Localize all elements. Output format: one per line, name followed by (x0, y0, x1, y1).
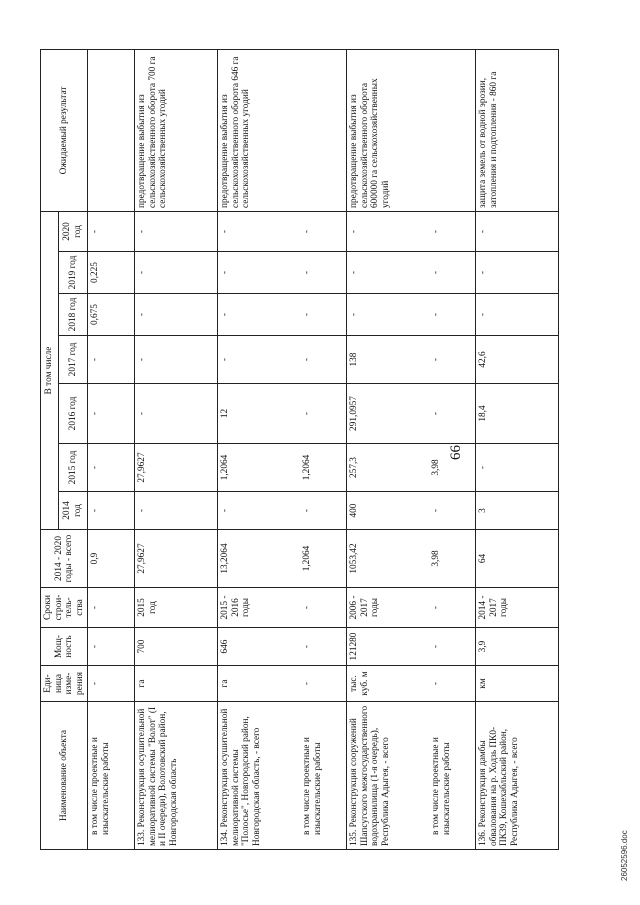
total-cell: 13,2064 (218, 530, 301, 588)
year-2018-cell: - (218, 294, 301, 336)
result-cell: предотвращение выбытия из сельскохозяйственного оборота 600000 га сельскохозяйственных угодий (347, 50, 430, 212)
year-2019-cell: - (429, 252, 476, 294)
header-year-2019: 2019 год (58, 252, 87, 294)
header-year-2016: 2016 год (58, 384, 87, 444)
year-2019-cell: - (135, 252, 218, 294)
unit-cell: га (135, 666, 218, 702)
year-2018-cell: - (300, 294, 347, 336)
object-name: 135. Реконструкция сооружений Шапсугского межгосударственного водохранилища (1-я очередь), Республика Адыгея, - всего (347, 702, 430, 850)
result-cell (429, 50, 476, 212)
year-2020-cell: - (135, 212, 218, 252)
year-2020-cell: - (218, 212, 301, 252)
capacity-cell: 121280 (347, 628, 430, 666)
header-year-2015: 2015 год (58, 444, 87, 492)
year-2019-cell: 0,225 (88, 252, 135, 294)
year-2019-cell: - (476, 252, 559, 294)
header-name: Наименование объекта (41, 702, 88, 850)
year-2014-cell: 3 (476, 492, 559, 530)
year-2018-cell: - (135, 294, 218, 336)
year-2017-cell: - (429, 336, 476, 384)
year-2020-cell: - (88, 212, 135, 252)
year-2015-cell: 1,2064 (300, 444, 347, 492)
object-name: 136. Реконструкция дамбы обвалования на р. Ходзь ПК0-ПК39, Кошехабльский район, Республика Адыгея, - всего (476, 702, 559, 850)
year-2016-cell: 291,0957 (347, 384, 430, 444)
year-2018-cell: - (476, 294, 559, 336)
terms-cell: 2014 - 2017 годы (476, 588, 559, 628)
header-year-2020: 2020 год (58, 212, 87, 252)
result-cell (88, 50, 135, 212)
table-row (347, 50, 430, 850)
year-2014-cell: 400 (347, 492, 430, 530)
year-2014-cell: - (135, 492, 218, 530)
capacity-cell: - (300, 628, 347, 666)
year-2014-cell: - (218, 492, 301, 530)
year-2017-cell: - (135, 336, 218, 384)
year-2018-cell: - (347, 294, 430, 336)
year-2018-cell: 0,675 (88, 294, 135, 336)
year-2016-cell: - (429, 384, 476, 444)
capacity-cell: - (88, 628, 135, 666)
year-2015-cell: 3,98 (429, 444, 476, 492)
year-2020-cell: - (429, 212, 476, 252)
year-2016-cell: 18,4 (476, 384, 559, 444)
terms-cell: 2006 - 2017 годы (347, 588, 430, 628)
header-year-2018: 2018 год (58, 294, 87, 336)
header-result: Ожидаемый результат (41, 50, 88, 212)
header-year-2017: 2017 год (58, 336, 87, 384)
year-2015-cell: 257,3 (347, 444, 430, 492)
table-row (135, 50, 218, 850)
result-cell: защита земель от водной эрозии, затопления и подтопления - 860 га (476, 50, 559, 212)
capacity-cell: 700 (135, 628, 218, 666)
total-cell: 3,98 (429, 530, 476, 588)
capacity-cell: 646 (218, 628, 301, 666)
total-cell: 64 (476, 530, 559, 588)
year-2016-cell: - (88, 384, 135, 444)
result-cell: предотвращение выбытия из сельскохозяйственного оборота 646 га сельскохозяйственных угодий (218, 50, 301, 212)
year-2017-cell: 42,6 (476, 336, 559, 384)
year-2014-cell: - (300, 492, 347, 530)
table-row (429, 50, 476, 850)
total-cell: 0,9 (88, 530, 135, 588)
object-name: в том числе проектные и изыскательские работы (300, 702, 347, 850)
year-2016-cell: - (300, 384, 347, 444)
unit-cell: га (218, 666, 301, 702)
year-2016-cell: - (135, 384, 218, 444)
page-number: 66 (448, 445, 464, 460)
header-year-2014: 2014 год (58, 492, 87, 530)
year-2020-cell: - (347, 212, 430, 252)
file-name-footer: 26052596.doc (620, 830, 629, 881)
year-2017-cell: 138 (347, 336, 430, 384)
year-2019-cell: - (347, 252, 430, 294)
year-2015-cell: - (476, 444, 559, 492)
unit-cell: - (429, 666, 476, 702)
year-2015-cell: 27,9627 (135, 444, 218, 492)
object-name: 134. Реконструкция осушительной мелиоративной системы "Полосье", Новгородский район, Новгородская область, - всего (218, 702, 301, 850)
header-row-1 (41, 50, 59, 850)
unit-cell: км (476, 666, 559, 702)
result-cell: предотвращение выбытия из сельскохозяйственного оборота 700 га сельскохозяйственных угодий (135, 50, 218, 212)
year-2020-cell: - (476, 212, 559, 252)
year-2015-cell: 1,2064 (218, 444, 301, 492)
terms-cell: - (300, 588, 347, 628)
object-name: в том числе проектные и изыскательские работы (429, 702, 476, 850)
total-cell: 1053,42 (347, 530, 430, 588)
table-row (88, 50, 135, 850)
object-name: в том числе проектные и изыскательские работы (88, 702, 135, 850)
header-in-that-number: В том числе (41, 212, 59, 530)
year-2019-cell: - (218, 252, 301, 294)
table-row (476, 50, 559, 850)
terms-cell: - (429, 588, 476, 628)
capacity-cell: - (429, 628, 476, 666)
header-terms: Сроки строи- тель- ства (41, 588, 88, 628)
header-capacity: Мощ- ность (41, 628, 88, 666)
unit-cell: - (300, 666, 347, 702)
terms-cell: 2015 - 2016 годы (218, 588, 301, 628)
table-row (300, 50, 347, 850)
year-2014-cell: - (429, 492, 476, 530)
object-name: 133. Реконструкция осушительной мелиоративной системы "Волот" (I и II очереди), Волотовский район, Новгородская область (135, 702, 218, 850)
header-total: 2014 - 2020 годы - всего (41, 530, 88, 588)
terms-cell: 2015 год (135, 588, 218, 628)
year-2019-cell: - (300, 252, 347, 294)
investment-table (40, 49, 559, 850)
year-2016-cell: 12 (218, 384, 301, 444)
total-cell: 1,2064 (300, 530, 347, 588)
table-row (218, 50, 301, 850)
year-2014-cell: - (88, 492, 135, 530)
year-2020-cell: - (300, 212, 347, 252)
unit-cell: тыс. куб. м (347, 666, 430, 702)
capacity-cell: 3,9 (476, 628, 559, 666)
terms-cell: - (88, 588, 135, 628)
total-cell: 27,9627 (135, 530, 218, 588)
year-2017-cell: - (88, 336, 135, 384)
year-2017-cell: - (218, 336, 301, 384)
unit-cell: - (88, 666, 135, 702)
result-cell (300, 50, 347, 212)
year-2015-cell: - (88, 444, 135, 492)
year-2018-cell: - (429, 294, 476, 336)
year-2017-cell: - (300, 336, 347, 384)
header-unit: Еди- ница изме- рения (41, 666, 88, 702)
